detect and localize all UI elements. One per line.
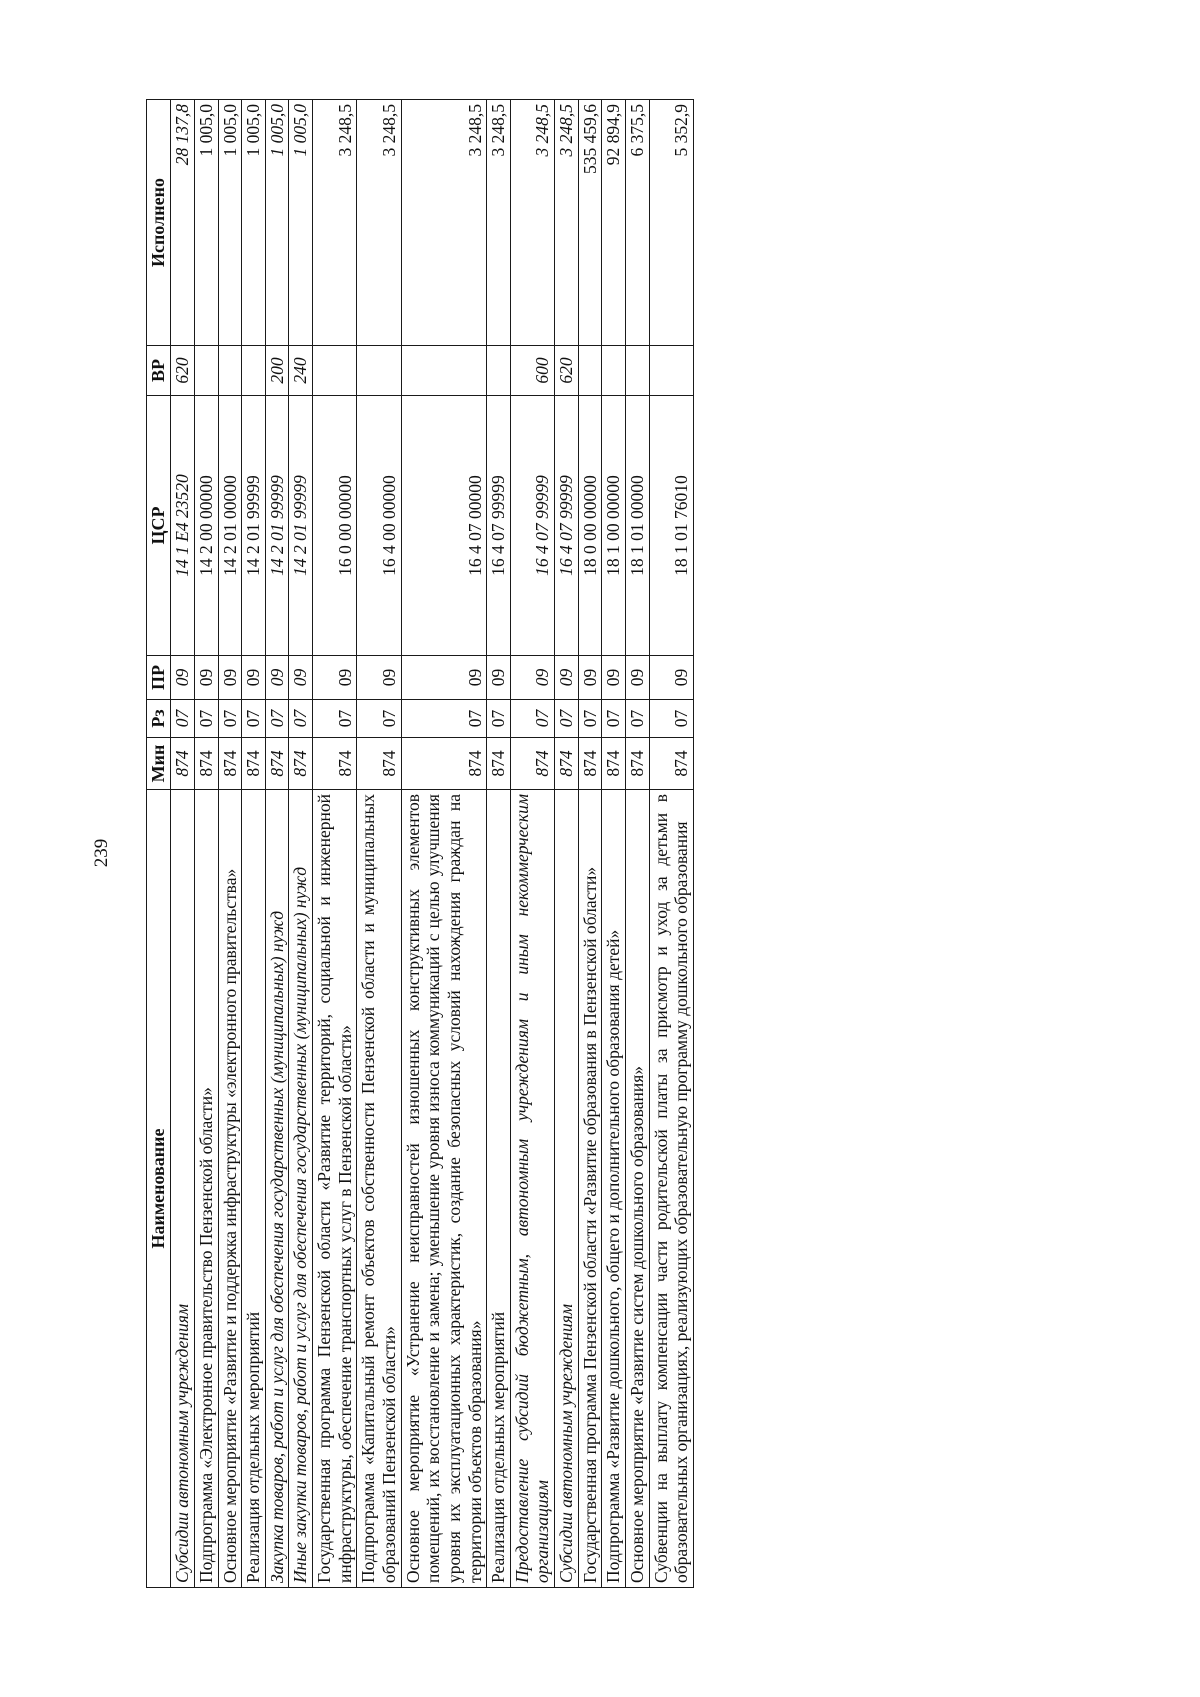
row-name: Иные закупки товаров, работ и услуг для обеспечения государственных (муниципальных) нужд <box>289 790 313 1588</box>
row-amount: 3 248,5 <box>313 100 357 346</box>
row-amount: 3 248,5 <box>357 100 401 346</box>
row-csr: 18 1 01 76010 <box>649 396 693 656</box>
row-pr: 09 <box>194 656 218 700</box>
row-csr: 14 1 Е4 23520 <box>171 396 195 656</box>
row-min: 874 <box>487 738 511 790</box>
table-row <box>602 100 626 1588</box>
row-vr: 620 <box>555 346 579 396</box>
row-rz: 07 <box>649 700 693 738</box>
row-amount: 92 894,9 <box>602 100 626 346</box>
row-pr: 09 <box>171 656 195 700</box>
row-amount: 6 375,5 <box>626 100 650 346</box>
row-min: 874 <box>649 738 693 790</box>
header-amount: Исполнено <box>147 100 171 346</box>
row-vr <box>313 346 357 396</box>
row-min: 874 <box>242 738 266 790</box>
row-csr: 16 4 00 00000 <box>357 396 401 656</box>
row-min: 874 <box>602 738 626 790</box>
row-rz: 07 <box>602 700 626 738</box>
row-min: 874 <box>313 738 357 790</box>
row-pr: 09 <box>602 656 626 700</box>
rotated-table-container <box>146 100 1059 1588</box>
row-name: Подпрограмма «Развитие дошкольного, общего и дополнительного образования детей» <box>602 790 626 1588</box>
row-rz: 07 <box>401 700 487 738</box>
row-rz: 07 <box>626 700 650 738</box>
row-pr: 09 <box>218 656 242 700</box>
row-amount: 5 352,9 <box>649 100 693 346</box>
row-amount: 1 005,0 <box>242 100 266 346</box>
header-vr: ВР <box>147 346 171 396</box>
row-vr <box>194 346 218 396</box>
row-pr: 09 <box>357 656 401 700</box>
row-vr <box>357 346 401 396</box>
table-row <box>649 100 693 1588</box>
row-amount: 1 005,0 <box>289 100 313 346</box>
row-min: 874 <box>265 738 289 790</box>
row-pr: 09 <box>401 656 487 700</box>
row-rz: 07 <box>487 700 511 738</box>
row-vr <box>242 346 266 396</box>
header-name: Наименование <box>147 790 171 1588</box>
row-vr <box>487 346 511 396</box>
table-row <box>265 100 289 1588</box>
row-name: Предоставление субсидий бюджетным, автономным учреждениям и иным некоммерческим организациям <box>510 790 554 1588</box>
table-row <box>218 100 242 1588</box>
table-row <box>171 100 195 1588</box>
row-csr: 18 1 00 00000 <box>602 396 626 656</box>
row-vr <box>626 346 650 396</box>
row-amount: 28 137,8 <box>171 100 195 346</box>
row-name: Основное мероприятие «Развитие и поддержка инфраструктуры «электронного правительства» <box>218 790 242 1588</box>
row-vr: 600 <box>510 346 554 396</box>
row-csr: 14 2 01 99999 <box>289 396 313 656</box>
row-csr: 18 1 01 00000 <box>626 396 650 656</box>
row-amount: 3 248,5 <box>401 100 487 346</box>
row-name: Подпрограмма «Электронное правительство Пензенской области» <box>194 790 218 1588</box>
row-csr: 16 0 00 00000 <box>313 396 357 656</box>
row-name: Подпрограмма «Капитальный ремонт объектов собственности Пензенской области и муниципальных образований Пензенской области» <box>357 790 401 1588</box>
row-rz: 07 <box>289 700 313 738</box>
row-min: 874 <box>626 738 650 790</box>
row-pr: 09 <box>649 656 693 700</box>
row-csr: 14 2 01 99999 <box>265 396 289 656</box>
row-rz: 07 <box>194 700 218 738</box>
row-min: 874 <box>357 738 401 790</box>
row-rz: 07 <box>510 700 554 738</box>
row-min: 874 <box>401 738 487 790</box>
row-rz: 07 <box>218 700 242 738</box>
header-pr: ПР <box>147 656 171 700</box>
row-name: Субсидии автономным учреждениям <box>555 790 579 1588</box>
row-csr: 16 4 07 99999 <box>555 396 579 656</box>
table-row <box>555 100 579 1588</box>
row-name: Основное мероприятие «Развитие систем дошкольного образования» <box>626 790 650 1588</box>
header-min: Мин <box>147 738 171 790</box>
row-name: Субсидии автономным учреждениям <box>171 790 195 1588</box>
row-min: 874 <box>171 738 195 790</box>
row-pr: 09 <box>242 656 266 700</box>
row-pr: 09 <box>487 656 511 700</box>
row-vr: 200 <box>265 346 289 396</box>
table-body <box>171 100 694 1588</box>
row-amount: 535 459,6 <box>578 100 602 346</box>
table-row <box>289 100 313 1588</box>
table-row <box>194 100 218 1588</box>
row-rz: 07 <box>313 700 357 738</box>
row-name: Государственная программа Пензенской области «Развитие образования в Пензенской области» <box>578 790 602 1588</box>
row-min: 874 <box>218 738 242 790</box>
table-row <box>626 100 650 1588</box>
row-amount: 1 005,0 <box>194 100 218 346</box>
row-amount: 3 248,5 <box>555 100 579 346</box>
row-name: Реализация отдельных мероприятий <box>242 790 266 1588</box>
header-rz: Рз <box>147 700 171 738</box>
row-csr: 14 2 01 00000 <box>218 396 242 656</box>
row-rz: 07 <box>242 700 266 738</box>
row-name: Реализация отдельных мероприятий <box>487 790 511 1588</box>
row-csr: 14 2 00 00000 <box>194 396 218 656</box>
row-amount: 3 248,5 <box>510 100 554 346</box>
row-pr: 09 <box>578 656 602 700</box>
table-row <box>487 100 511 1588</box>
row-csr: 16 4 07 99999 <box>487 396 511 656</box>
row-csr: 16 4 07 99999 <box>510 396 554 656</box>
row-csr: 18 0 00 00000 <box>578 396 602 656</box>
table-row <box>510 100 554 1588</box>
row-pr: 09 <box>555 656 579 700</box>
row-name: Закупка товаров, работ и услуг для обеспечения государственных (муниципальных) нужд <box>265 790 289 1588</box>
row-csr: 16 4 07 00000 <box>401 396 487 656</box>
table-row <box>357 100 401 1588</box>
row-amount: 1 005,0 <box>218 100 242 346</box>
header-row <box>147 100 171 1588</box>
row-amount: 3 248,5 <box>487 100 511 346</box>
row-rz: 07 <box>171 700 195 738</box>
row-pr: 09 <box>510 656 554 700</box>
row-rz: 07 <box>265 700 289 738</box>
row-min: 874 <box>555 738 579 790</box>
row-pr: 09 <box>289 656 313 700</box>
row-amount: 1 005,0 <box>265 100 289 346</box>
row-vr: 240 <box>289 346 313 396</box>
row-pr: 09 <box>626 656 650 700</box>
row-vr <box>602 346 626 396</box>
row-vr <box>578 346 602 396</box>
row-min: 874 <box>289 738 313 790</box>
row-vr <box>649 346 693 396</box>
row-vr <box>218 346 242 396</box>
row-rz: 07 <box>555 700 579 738</box>
header-csr: ЦСР <box>147 396 171 656</box>
row-pr: 09 <box>313 656 357 700</box>
row-name: Субвенции на выплату компенсации части родительской платы за присмотр и уход за детьми в образовательных организациях, реализующих образовательную программу дошкольного образования <box>649 790 693 1588</box>
row-name: Основное мероприятие «Устранение неисправностей изношенных конструктивных элементов помещений, их восстановление и замена; уменьшение уровня износа коммуникаций с целью улучшения уровня их эксплуатационных характеристик, создание безопасных условий нахождения граждан на территории объектов образования» <box>401 790 487 1588</box>
row-name: Государственная программа Пензенской области «Развитие территорий, социальной и инженерной инфраструктуры, обеспечение транспортных услуг в Пензенской области» <box>313 790 357 1588</box>
row-min: 874 <box>578 738 602 790</box>
page-number: 239 <box>91 838 112 868</box>
row-min: 874 <box>510 738 554 790</box>
row-vr <box>401 346 487 396</box>
table-row <box>242 100 266 1588</box>
row-vr: 620 <box>171 346 195 396</box>
budget-table <box>146 99 694 1588</box>
table-row <box>313 100 357 1588</box>
row-min: 874 <box>194 738 218 790</box>
row-csr: 14 2 01 99999 <box>242 396 266 656</box>
row-rz: 07 <box>357 700 401 738</box>
row-pr: 09 <box>265 656 289 700</box>
table-row <box>401 100 487 1588</box>
table-row <box>578 100 602 1588</box>
row-rz: 07 <box>578 700 602 738</box>
